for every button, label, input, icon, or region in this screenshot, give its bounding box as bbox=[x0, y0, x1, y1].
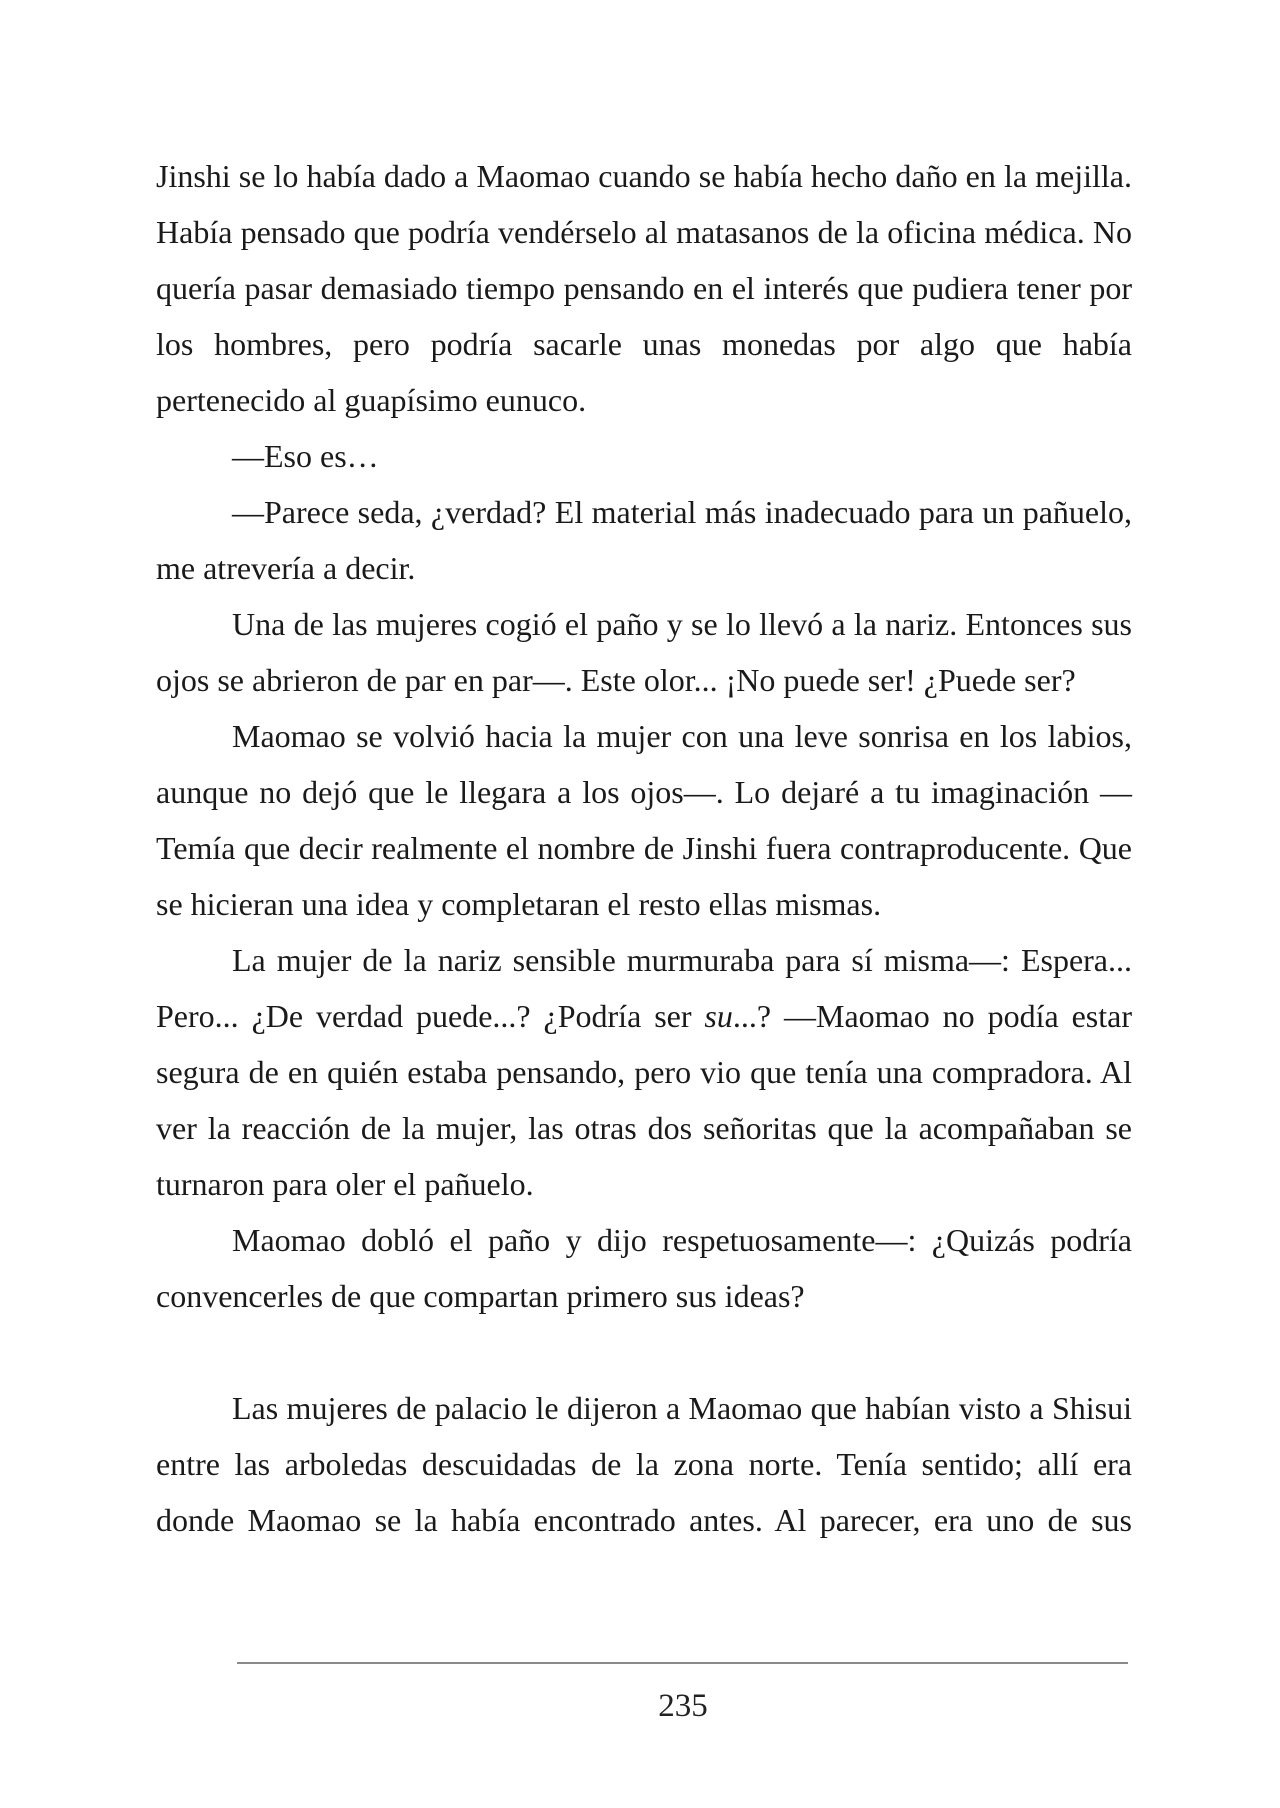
paragraph-6-text-b: ...? —Maomao no podía estar segura de en quién estaba pensando, pero vio que tenía una compradora. Al ver la reacción de la mujer, las otras dos señoritas que la acompañaban se turnaron para oler el pañuelo. bbox=[156, 998, 1133, 1202]
page-number bbox=[0, 1686, 1280, 1726]
page-number-text: 235 bbox=[658, 1688, 708, 1724]
paragraph-6-italic: su bbox=[704, 998, 733, 1034]
paragraph-5: Maomao se volvió hacia la mujer con una leve sonrisa en los labios, aunque no dejó que le llegara a los ojos—. Lo dejaré a tu imaginación —Temía que decir realmente el nombre de Jinshi fuera contraproducente. Que se hicieran una idea y completaran el resto ellas mismas. bbox=[156, 718, 1132, 922]
paragraph-4: Una de las mujeres cogió el paño y se lo llevó a la nariz. Entonces sus ojos se abrieron de par en par—. Este olor... ¡No puede ser! ¿Puede ser? bbox=[156, 606, 1132, 698]
paragraph-3: —Parece seda, ¿verdad? El material más inadecuado para un pañuelo, me atrevería a decir. bbox=[156, 494, 1132, 586]
body-text bbox=[156, 148, 1132, 1548]
paragraph-2: —Eso es… bbox=[232, 438, 379, 474]
paragraph-6-text-a: La mujer de la nariz sensible murmuraba para sí misma—: Espera... Pero... ¿De verdad puede...? ¿Podría ser bbox=[156, 942, 1132, 1034]
footer-divider bbox=[237, 1662, 1128, 1664]
paragraph-8: Las mujeres de palacio le dijeron a Maomao que habían visto a Shisui entre las arboledas descuidadas de la zona norte. Tenía sentido; allí era donde Maomao se la había encontrado antes. Al parecer, era uno de sus bbox=[156, 1390, 1132, 1538]
paragraph-6 bbox=[156, 932, 1132, 1212]
section-break bbox=[156, 1324, 1132, 1380]
paragraph-1: Jinshi se lo había dado a Maomao cuando se había hecho daño en la mejilla. Había pensado que podría vendérselo al matasanos de la oficina médica. No quería pasar demasiado tiempo pensando en el interés que pudiera tener por los hombres, pero podría sacarle unas monedas por algo que había pertenecido al guapísimo eunuco. bbox=[156, 158, 1132, 418]
paragraph-7: Maomao dobló el paño y dijo respetuosamente—: ¿Quizás podría convencerles de que compartan primero sus ideas? bbox=[156, 1222, 1132, 1314]
